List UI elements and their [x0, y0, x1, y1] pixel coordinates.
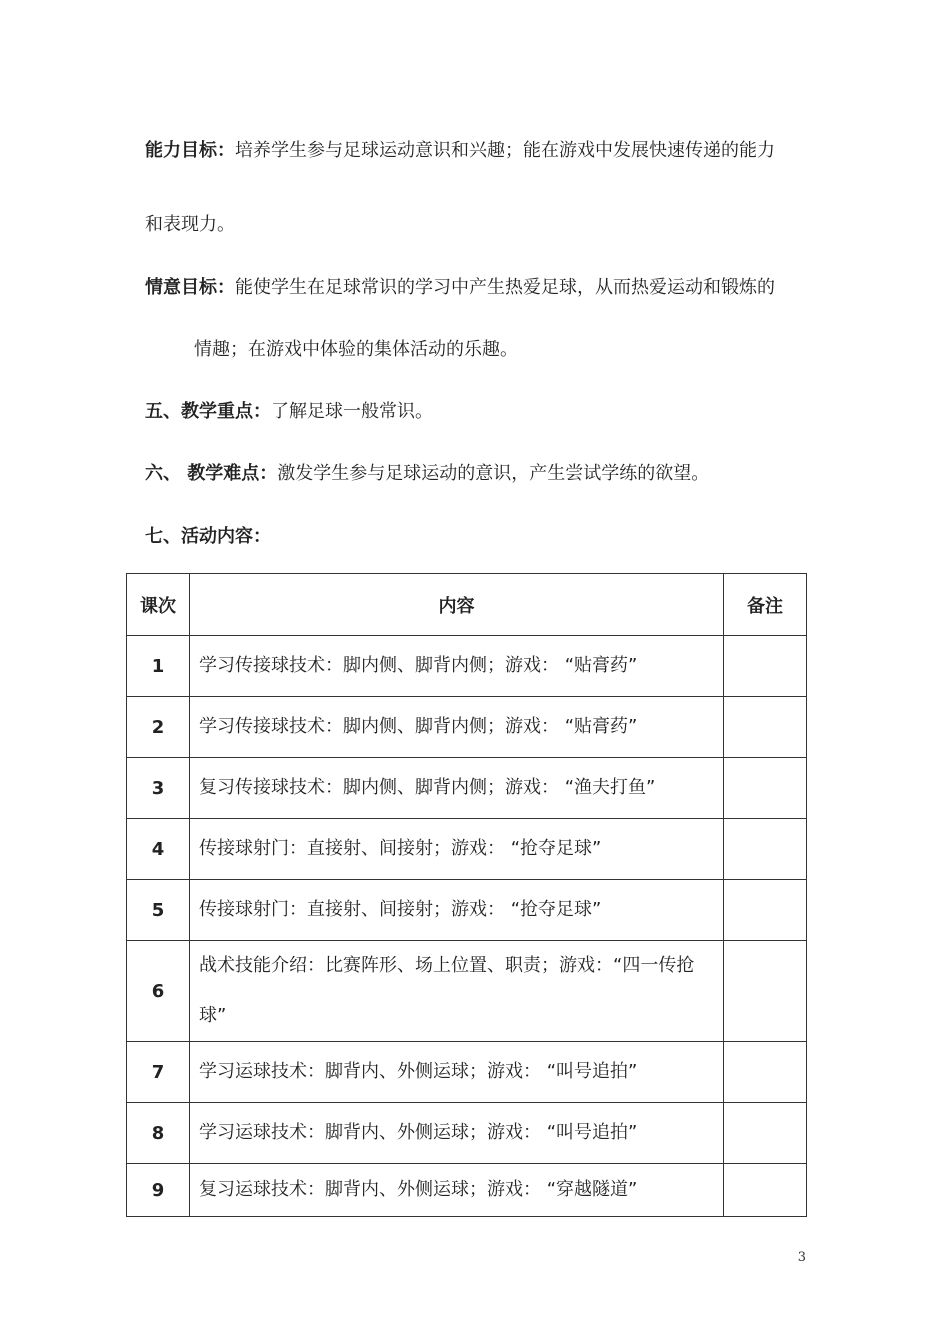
lesson-content: 学习传接球技术：脚内侧、脚背内侧；游戏： “贴膏药” — [190, 636, 724, 697]
lesson-number: 9 — [127, 1164, 190, 1217]
ability-goal-text: 培养学生参与足球运动意识和兴趣；能在游戏中发展快速传递的能力 — [235, 140, 775, 161]
table-row — [127, 819, 807, 880]
lesson-number: 6 — [127, 941, 190, 1042]
emotion-goal-line2: 情趣；在游戏中体验的集体活动的乐趣。 — [194, 339, 518, 360]
header-content: 内容 — [190, 574, 724, 636]
lesson-notes — [724, 880, 807, 941]
table-row — [127, 941, 807, 1042]
lesson-notes — [724, 758, 807, 819]
lesson-content: 传接球射门：直接射、间接射；游戏： “抢夺足球” — [190, 880, 724, 941]
table-row — [127, 758, 807, 819]
ability-goal-line1 — [145, 139, 775, 163]
lesson-content: 学习运球技术：脚背内、外侧运球；游戏： “叫号追拍” — [190, 1103, 724, 1164]
header-lesson: 课次 — [127, 574, 190, 636]
lesson-number: 3 — [127, 758, 190, 819]
difficulties — [145, 462, 709, 486]
lesson-content: 学习运球技术：脚背内、外侧运球；游戏： “叫号追拍” — [190, 1042, 724, 1103]
ability-goal-line2: 和表现力。 — [145, 214, 235, 235]
table-row — [127, 636, 807, 697]
key-points-text: 了解足球一般常识。 — [271, 401, 433, 422]
emotion-goal-line1 — [145, 276, 775, 300]
lesson-notes — [724, 1042, 807, 1103]
lesson-notes — [724, 819, 807, 880]
difficulties-label: 六、 教学难点： — [145, 463, 278, 484]
table-row — [127, 1103, 807, 1164]
lesson-number: 5 — [127, 880, 190, 941]
key-points — [145, 400, 433, 424]
lesson-number: 1 — [127, 636, 190, 697]
table-row — [127, 880, 807, 941]
table-row — [127, 1164, 807, 1217]
table-row — [127, 1042, 807, 1103]
lesson-notes — [724, 941, 807, 1042]
activities-heading-label: 七、活动内容： — [145, 526, 271, 547]
lesson-number: 2 — [127, 697, 190, 758]
lesson-notes — [724, 1164, 807, 1217]
lesson-content: 复习运球技术：脚背内、外侧运球；游戏： “穿越隧道” — [190, 1164, 724, 1217]
key-points-label: 五、教学重点： — [145, 401, 271, 422]
lesson-number: 7 — [127, 1042, 190, 1103]
emotion-goal-text: 能使学生在足球常识的学习中产生热爱足球，从而热爱运动和锻炼的 — [235, 277, 775, 298]
ability-goal-label: 能力目标： — [145, 140, 235, 161]
lesson-notes — [724, 636, 807, 697]
lesson-number: 4 — [127, 819, 190, 880]
emotion-goal-label: 情意目标： — [145, 277, 235, 298]
lesson-content: 复习传接球技术：脚内侧、脚背内侧；游戏： “渔夫打鱼” — [190, 758, 724, 819]
header-notes: 备注 — [724, 574, 807, 636]
lesson-notes — [724, 1103, 807, 1164]
activities-table — [126, 573, 807, 1217]
lesson-notes — [724, 697, 807, 758]
lesson-content: 战术技能介绍：比赛阵形、场上位置、职责；游戏：“四一传抢球” — [190, 941, 724, 1042]
table-row — [127, 697, 807, 758]
lesson-number: 8 — [127, 1103, 190, 1164]
page-number: 3 — [797, 1250, 806, 1265]
lesson-content: 学习传接球技术：脚内侧、脚背内侧；游戏： “贴膏药” — [190, 697, 724, 758]
table-header-row — [127, 574, 807, 636]
difficulties-text: 激发学生参与足球运动的意识，产生尝试学练的欲望。 — [277, 463, 710, 484]
activities-heading — [145, 525, 271, 549]
lesson-content: 传接球射门：直接射、间接射；游戏： “抢夺足球” — [190, 819, 724, 880]
